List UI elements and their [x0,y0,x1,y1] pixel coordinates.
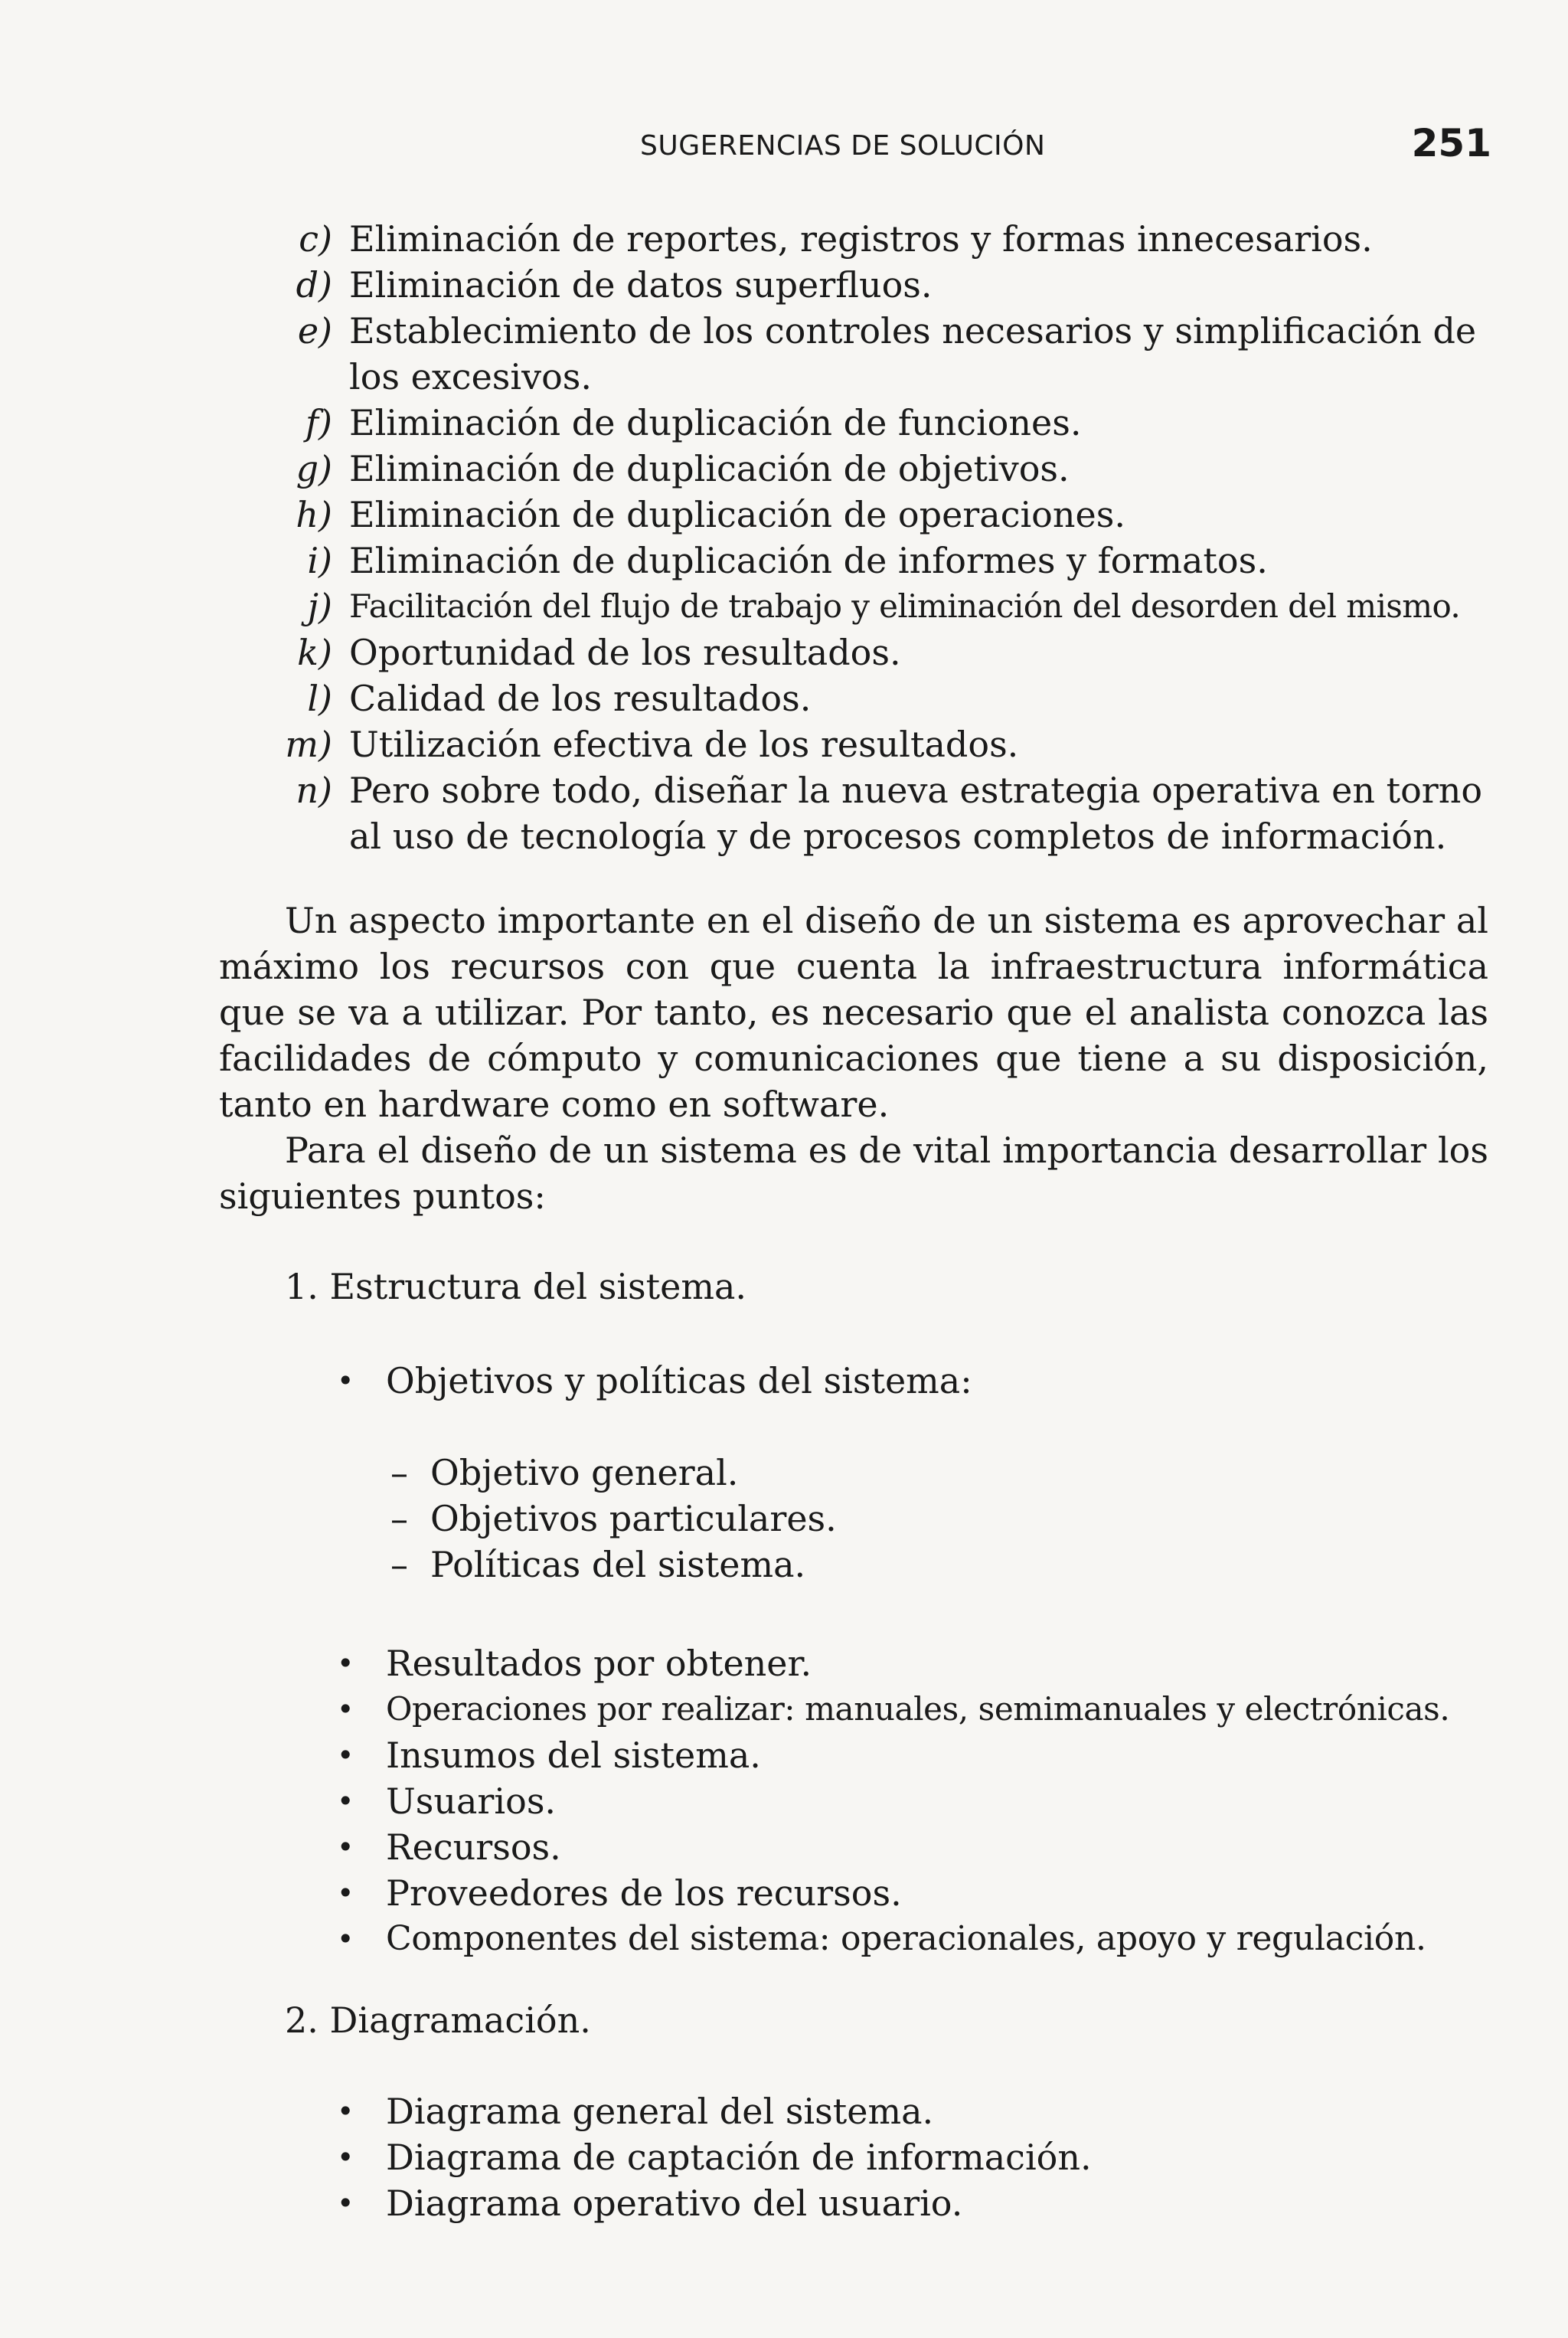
bullet-item [337,1870,1493,1916]
bullet-list [337,2088,1493,2226]
list-item [276,216,1488,262]
running-header: SUGERENCIAS DE SOLUCIÓN [640,130,1046,162]
list-marker: k) [297,632,332,673]
bullet-item [337,1640,1493,1686]
list-item-text: Eliminación de duplicación de informes y formatos. [349,540,1268,581]
list-marker: m) [285,724,332,765]
list-item [276,308,1488,400]
bullet-icon: • [337,1922,354,1956]
sublist-item [390,1542,837,1588]
bullet-text: Diagrama operativo del usuario. [386,2183,963,2224]
list-item-text: Calidad de los resultados. [349,678,812,719]
bullet-item [337,1778,1493,1824]
sublist-text: Políticas del sistema. [430,1544,806,1585]
list-item-text: Oportunidad de los resultados. [349,632,901,673]
section-heading: 1. Estructura del sistema. [285,1266,747,1307]
bullet-icon: • [337,1738,354,1772]
list-marker: e) [297,310,332,352]
bullet-text: Diagrama general del sistema. [386,2091,934,2132]
sublist-item [390,1450,837,1496]
list-item-text: Establecimiento de los controles necesarios y simplificación de los excesivos. [349,310,1477,397]
list-item [276,675,1488,721]
list-item-text: Eliminación de duplicación de funciones. [349,402,1082,443]
list-item-text: Eliminación de datos superfluos. [349,264,933,306]
body-paragraph: Un aspecto importante en el diseño de un sistema es aprovechar al máximo los recursos con que cuenta la infraestructura informática que se va a utilizar. Por tanto, es necesario que el analista conozca las facilidades de cómputo y comunicaciones que tiene a su disposición, tanto en hardware como en software. [219,900,1488,1125]
list-item-text: Eliminación de reportes, registros y formas innecesarios. [349,218,1373,260]
bullet-icon: • [337,2186,354,2220]
list-item [276,721,1488,767]
sublist-text: Objetivo general. [430,1452,739,1493]
bullet-icon: • [337,1646,354,1680]
bullet-item [337,2134,1493,2180]
page-number: 251 [1411,121,1491,165]
list-item-text: Pero sobre todo, diseñar la nueva estrategia operativa en torno al uso de tecnología y de procesos completos de información. [349,770,1483,857]
bullet-text: Insumos del sistema. [386,1735,761,1776]
list-item [276,262,1488,308]
bullet-icon: • [337,1692,354,1726]
section-heading: 2. Diagramación. [285,2000,591,2041]
list-item [276,400,1488,446]
bullet-item [337,2180,1493,2226]
list-marker: h) [296,494,332,535]
bullet-text: Usuarios. [386,1780,557,1822]
bullet-icon: • [337,1830,354,1864]
dash-sublist [390,1450,837,1588]
bullet-text: Recursos. [386,1826,561,1868]
list-marker: n) [296,770,332,811]
list-marker: j) [307,586,332,627]
dash-icon: – [390,1544,408,1585]
bullet-item [337,2088,1493,2134]
list-marker: d) [296,264,332,306]
list-item [276,584,1488,629]
bullet-text: Diagrama de captación de información. [386,2137,1092,2178]
bullet-icon: • [337,1876,354,1910]
list-item [276,446,1488,492]
bullet-text: Operaciones por realizar: manuales, semimanuales y electrónicas. [386,1690,1450,1728]
body-paragraph: Para el diseño de un sistema es de vital importancia desarrollar los siguientes puntos: [219,1130,1488,1217]
list-item-text: Eliminación de duplicación de operaciones. [349,494,1125,535]
bullet-item [337,1686,1493,1732]
bullet-icon: • [337,2094,354,2128]
list-marker: l) [307,678,332,719]
bullet-item [337,1358,1493,1404]
bullet-list [337,1640,1493,1962]
dash-icon: – [390,1498,408,1539]
sublist-text: Objetivos particulares. [430,1498,837,1539]
list-item [276,492,1488,538]
list-item-text: Utilización efectiva de los resultados. [349,724,1019,765]
list-marker: f) [305,402,332,443]
bullet-list [337,1358,1493,1404]
bullet-icon: • [337,1784,354,1818]
bullet-icon: • [337,2140,354,2174]
bullet-text: Proveedores de los recursos. [386,1872,902,1914]
list-item [276,767,1488,859]
list-item [276,538,1488,584]
sublist-item [390,1496,837,1542]
dash-icon: – [390,1452,408,1493]
list-item [276,629,1488,675]
list-marker: i) [307,540,332,581]
bullet-item [337,1824,1493,1870]
list-marker: c) [299,218,332,260]
bullet-text: Objetivos y políticas del sistema: [386,1360,972,1401]
lettered-list [276,216,1488,859]
bullet-item [337,1732,1493,1778]
list-item-text: Facilitación del flujo de trabajo y eliminación del desorden del mismo. [349,587,1461,625]
list-marker: g) [296,448,332,489]
bullet-text: Componentes del sistema: operacionales, apoyo y regulación. [386,1919,1426,1958]
bullet-icon: • [337,1364,354,1398]
bullet-item [337,1916,1493,1962]
bullet-text: Resultados por obtener. [386,1643,812,1684]
list-item-text: Eliminación de duplicación de objetivos. [349,448,1070,489]
